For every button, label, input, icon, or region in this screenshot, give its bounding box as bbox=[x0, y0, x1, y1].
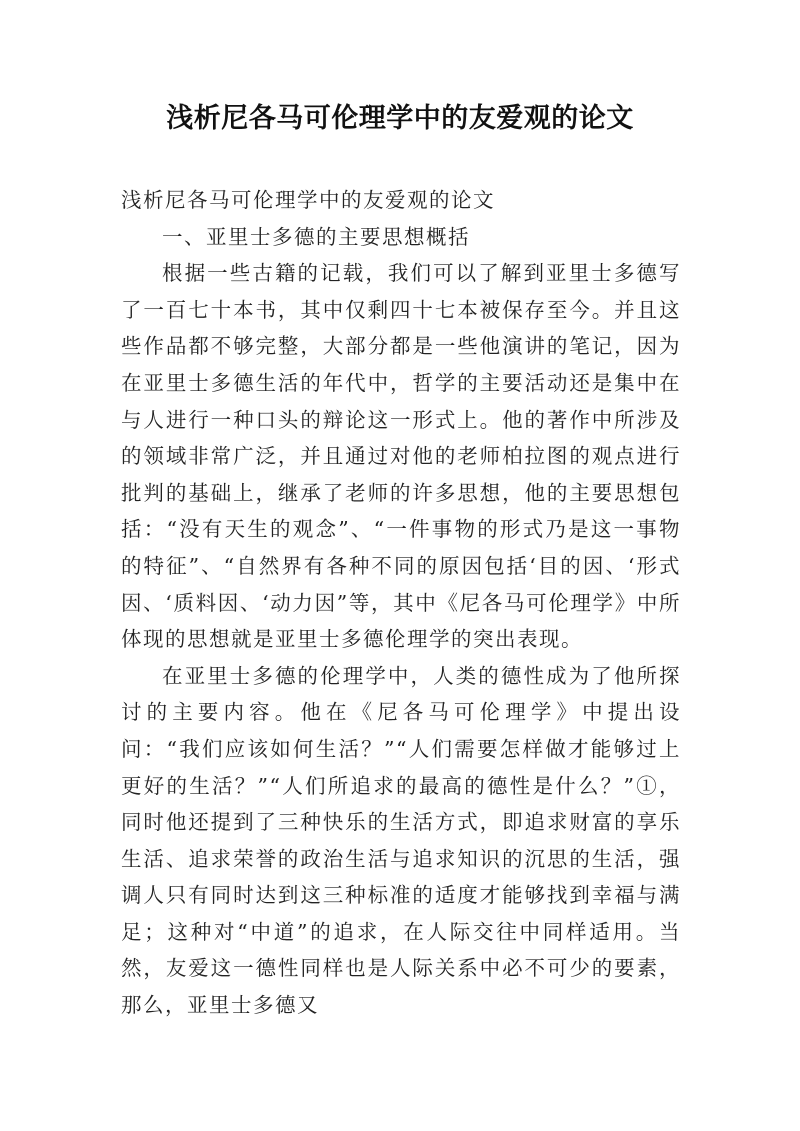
subtitle-line: 浅析尼各马可伦理学中的友爱观的论文 bbox=[121, 188, 495, 212]
document-body bbox=[121, 182, 681, 1024]
body-paragraph: 根据一些古籍的记载，我们可以了解到亚里士多德写了一百七十本书，其中仅剩四十七本被保存至今。并且这些作品都不够完整，大部分都是一些他演讲的笔记，因为在亚里士多德生活的年代中，哲学的主要活动还是集中在与人进行一种口头的辩论这一形式上。他的著作中所涉及的领域非常广泛，并且通过对他的老师柏拉图的观点进行批判的基础上，继承了老师的许多思想，他的主要思想包括：“没有天生的观念”、“一件事物的形式乃是这一事物的特征”、“自然界有各种不同的原因包括‘目的因、‘形式因、‘质料因、‘动力因”等，其中《尼各马可伦理学》中所体现的思想就是亚里士多德伦理学的突出表现。 bbox=[121, 261, 681, 652]
body-paragraph: 在亚里士多德的伦理学中，人类的德性成为了他所探讨的主要内容。他在《尼各马可伦理学》中提出设问：“我们应该如何生活？”“人们需要怎样做才能够过上更好的生活？”“人们所追求的最高的德性是什么？”①，同时他还提到了三种快乐的生活方式，即追求财富的享乐生活、追求荣誉的政治生活与追求知识的沉思的生活，强调人只有同时达到这三种标准的适度才能够找到幸福与满足；这种对“中道”的追求，在人际交往中同样适用。当然，友爱这一德性同样也是人际关系中必不可少的要素，那么，亚里士多德又 bbox=[121, 663, 681, 1018]
section-heading: 一、亚里士多德的主要思想概括 bbox=[162, 224, 470, 249]
document-title: 浅析尼各马可伦理学中的友爱观的论文 bbox=[166, 103, 634, 134]
